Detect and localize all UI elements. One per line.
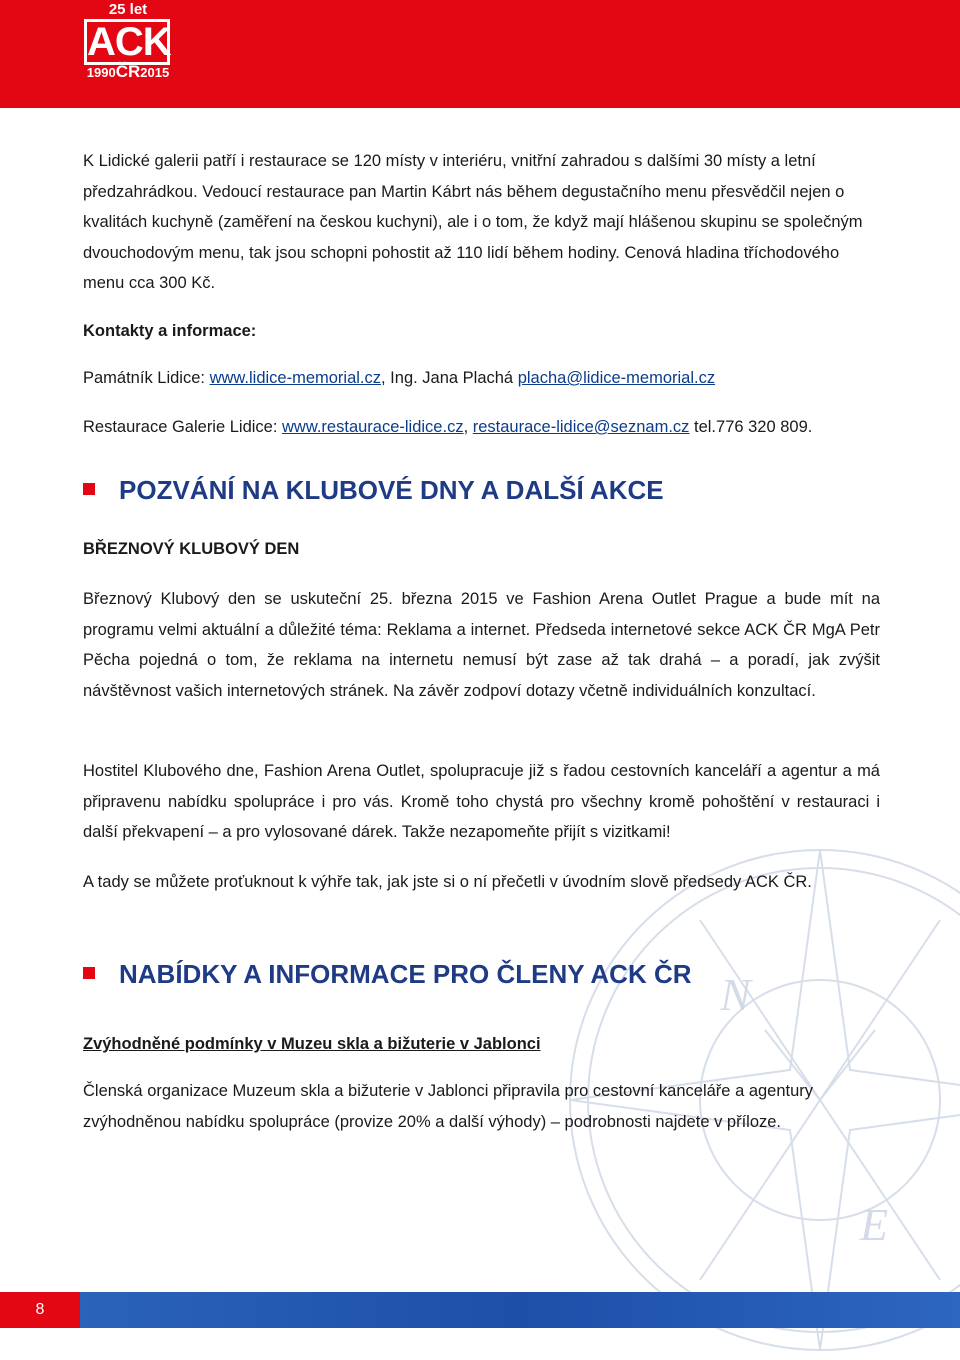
prize-paragraph: A tady se můžete proťuknout k výhře tak, jak jste si o ní přečetli v úvodním slově předsedy ACK ČR. bbox=[83, 873, 812, 891]
restaurace-separator: , bbox=[463, 418, 473, 436]
pamatnik-contact-person: , Ing. Jana Plachá bbox=[381, 369, 518, 387]
placha-email-link[interactable]: placha@lidice-memorial.cz bbox=[517, 369, 716, 387]
svg-text:N: N bbox=[720, 969, 751, 1020]
pamatnik-label: Památník Lidice: bbox=[83, 369, 210, 387]
footer-bar bbox=[80, 1292, 960, 1328]
page-header bbox=[0, 0, 960, 108]
contacts-heading: Kontakty a informace: bbox=[83, 322, 257, 340]
logo-years: 25 let bbox=[108, 1, 148, 18]
ack-25-years-logo bbox=[80, 2, 176, 82]
restaurace-phone: tel.776 320 809. bbox=[689, 418, 813, 436]
restaurace-email-link[interactable]: restaurace-lidice@seznam.cz bbox=[472, 418, 690, 436]
pamatnik-contact-line bbox=[83, 363, 880, 394]
red-square-bullet-icon bbox=[83, 483, 95, 495]
section-club-days-title: POZVÁNÍ NA KLUBOVÉ DNY A DALŠÍ AKCE bbox=[119, 475, 664, 505]
march-club-day-heading: BŘEZNOVÝ KLUBOVÝ DEN bbox=[83, 540, 300, 558]
logo-year-start: 1990 bbox=[86, 65, 116, 80]
section-member-offers bbox=[83, 958, 880, 990]
lidice-memorial-link[interactable]: www.lidice-memorial.cz bbox=[209, 369, 382, 387]
restaurace-lidice-link[interactable]: www.restaurace-lidice.cz bbox=[282, 418, 464, 436]
host-paragraph: Hostitel Klubového dne, Fashion Arena Outlet, spolupracuje již s řadou cestovních kanceláří a agentur a má připravenu nabídku spolupráce i pro vás. Kromě toho chystá pro všechny kromě pohoštění v restauraci i další překvapení – a pro vylosované dárek. Takže nezapomeňte přijít s vizitkami! bbox=[83, 762, 880, 841]
section-club-days bbox=[83, 474, 880, 506]
logo-country: ČR bbox=[115, 62, 141, 81]
section-member-offers-title: NABÍDKY A INFORMACE PRO ČLENY ACK ČR bbox=[119, 959, 692, 989]
logo-footer bbox=[80, 64, 176, 81]
svg-text:E: E bbox=[860, 1199, 889, 1250]
museum-offer-paragraph: Členská organizace Muzeum skla a bižuterie v Jablonci připravila pro cestovní kanceláře a agentury zvýhodněnou nabídku spolupráce (provize 20% a další výhody) – podrobnosti najdete v příloze. bbox=[83, 1082, 814, 1131]
restaurace-contact-line bbox=[83, 412, 880, 443]
restaurace-label: Restaurace Galerie Lidice: bbox=[83, 418, 283, 436]
logo-year-end: 2015 bbox=[140, 65, 170, 80]
march-club-day-paragraph: Březnový Klubový den se uskuteční 25. března 2015 ve Fashion Arena Outlet Prague a bude mít na programu velmi aktuální a důležité téma: Reklama a internet. Předseda internetové sekce ACK ČR MgA Petr Pěcha pojedná o tom, že reklama na internetu nemusí být zase až tak drahá – a poradí, jak zvýšit návštěvnost vašich internetových stránek. Na závěr zodpoví dotazy včetně individuálních konzultací. bbox=[83, 590, 880, 700]
red-square-bullet-icon bbox=[83, 967, 95, 979]
page-number: 8 bbox=[0, 1292, 80, 1328]
logo-mark: ACK bbox=[84, 19, 170, 65]
restaurant-paragraph: K Lidické galerii patří i restaurace se 120 místy v interiéru, vnitřní zahradou s dalšími 30 místy a letní předzahrádkou. Vedoucí restaurace pan Martin Kábrt nás během degustačního menu přesvědčil nejen o kvalitách kuchyně (zaměření na českou kuchyni), ale i o tom, že když mají hlášenou skupinu se společným dvouchodovým menu, tak jsou schopni pohostit až 110 lidí během hodiny. Cenová hladina tříchodového menu cca 300 Kč. bbox=[83, 152, 863, 292]
museum-offer-heading: Zvýhodněné podmínky v Muzeu skla a bižuterie v Jablonci bbox=[83, 1035, 541, 1053]
